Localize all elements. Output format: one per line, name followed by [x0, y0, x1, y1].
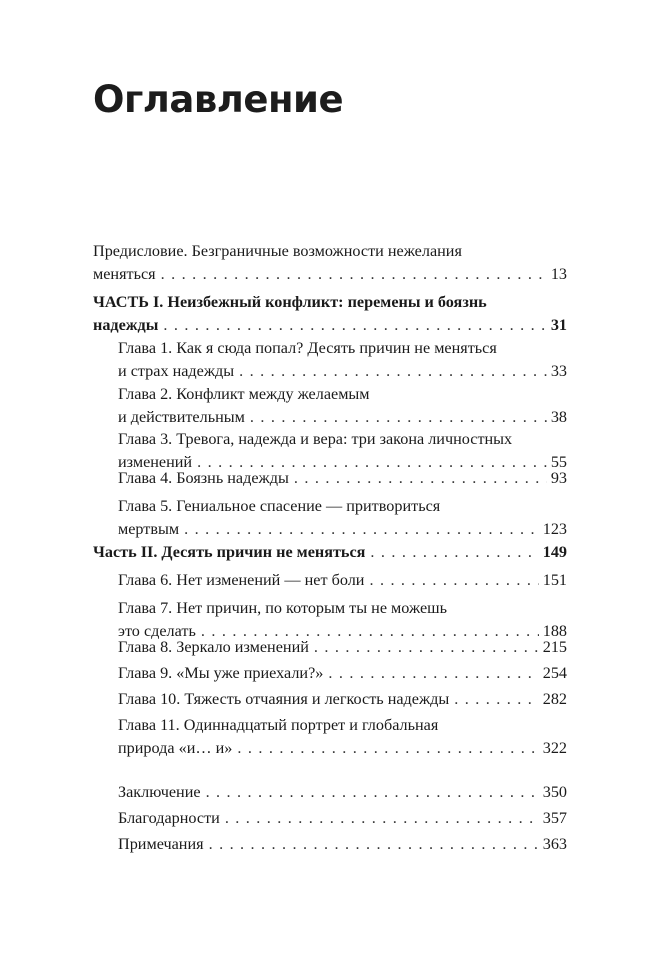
page-number: 282	[542, 690, 567, 708]
toc-entry-row	[118, 833, 567, 856]
toc-entry-title-line: Глава 1. Как я сюда попал? Десять причин не меняться	[118, 339, 497, 357]
page-number: 31	[550, 316, 567, 334]
dot-leader	[314, 636, 539, 659]
page-number: 123	[542, 520, 567, 538]
toc-entry-row	[118, 569, 567, 592]
toc-entry-title-line: это сделать	[118, 622, 196, 640]
dot-leader	[206, 781, 539, 804]
toc-entry-row	[118, 406, 567, 429]
dot-leader	[225, 807, 539, 830]
page-number: 93	[550, 469, 567, 487]
toc-entry-row	[118, 636, 567, 659]
page-number: 350	[542, 783, 567, 801]
toc-entry-title-line: Примечания	[118, 835, 204, 853]
toc-entry-title-line: Глава 2. Конфликт между желаемым	[118, 385, 370, 403]
toc-entry-title-line: Глава 6. Нет изменений — нет боли	[118, 571, 365, 589]
toc-chapter-entry	[118, 495, 567, 541]
toc-chapter-entry	[118, 569, 567, 592]
dot-leader	[250, 406, 547, 429]
toc-entry-title-line: надежды	[93, 316, 159, 334]
toc-entry	[93, 240, 567, 286]
page-number: 188	[542, 622, 567, 640]
page-number: 322	[542, 739, 567, 757]
toc-part-entry	[93, 291, 567, 337]
dot-leader	[454, 688, 538, 711]
page-number: 151	[542, 571, 567, 589]
toc-entry-title-line: Глава 11. Одиннадцатый портрет и глобальная	[118, 716, 439, 734]
dot-leader	[237, 737, 538, 760]
toc-part-entry	[93, 541, 567, 564]
toc-entry-row	[93, 263, 567, 286]
toc-entry-title-line: Заключение	[118, 783, 201, 801]
toc-entry-title-line: Глава 3. Тревога, надежда и вера: три закона личностных	[118, 430, 513, 448]
page-number: 149	[542, 543, 567, 561]
dot-leader	[184, 518, 539, 541]
toc-entry-title-line: Глава 8. Зеркало изменений	[118, 638, 309, 656]
toc-entry-row	[118, 781, 567, 804]
dot-leader	[370, 541, 538, 564]
toc-entry-title-line: Глава 9. «Мы уже приехали?»	[118, 664, 324, 682]
toc-entry-row	[118, 662, 567, 685]
toc-entry-title-line: Благодарности	[118, 809, 220, 827]
page-number: 33	[550, 362, 567, 380]
dot-leader	[294, 467, 547, 490]
toc-entry-title-line: ЧАСТЬ I. Неизбежный конфликт: перемены и боязнь	[93, 293, 487, 311]
toc-chapter-entry	[118, 467, 567, 490]
page-number: 38	[550, 408, 567, 426]
toc-entry-title-line: изменений	[118, 453, 193, 471]
toc-entry-title-line: и страх надежды	[118, 362, 235, 380]
toc-chapter-entry	[118, 714, 567, 760]
dot-leader	[369, 569, 538, 592]
page-number: 357	[542, 809, 567, 827]
dot-leader	[161, 263, 547, 286]
page-number: 363	[542, 835, 567, 853]
toc-chapter-entry	[118, 337, 567, 383]
toc-entry-row	[118, 737, 567, 760]
dot-leader	[239, 360, 547, 383]
toc-chapter-entry	[118, 688, 567, 711]
toc-entry-title-line: Глава 4. Боязнь надежды	[118, 469, 289, 487]
toc-entry-row	[93, 541, 567, 564]
toc-entry-row	[118, 467, 567, 490]
dot-leader	[163, 314, 546, 337]
page-number: 215	[542, 638, 567, 656]
toc-chapter-entry	[118, 662, 567, 685]
toc-entry-title-line: меняться	[93, 265, 156, 283]
toc-entry	[118, 833, 567, 856]
toc-entry	[118, 781, 567, 804]
toc-entry-title-line: природа «и… и»	[118, 739, 233, 757]
dot-leader	[209, 833, 539, 856]
page-number: 55	[550, 453, 567, 471]
toc-chapter-entry	[118, 636, 567, 659]
page-number: 254	[542, 664, 567, 682]
toc-entry-row	[93, 314, 567, 337]
toc-entry	[118, 807, 567, 830]
toc-entry-row	[118, 807, 567, 830]
toc-entry-title-line: Глава 7. Нет причин, по которым ты не можешь	[118, 599, 447, 617]
toc-chapter-entry	[118, 383, 567, 429]
page-title: Оглавление	[93, 78, 344, 121]
page-number: 13	[550, 265, 567, 283]
toc-entry-row	[118, 518, 567, 541]
toc-entry-title-line: мертвым	[118, 520, 180, 538]
toc-entry-title-line: Предисловие. Безграничные возможности нежелания	[93, 242, 462, 260]
toc-entry-title-line: Глава 5. Гениальное спасение — притвориться	[118, 497, 441, 515]
toc-entry-title-line: и действительным	[118, 408, 245, 426]
toc-entry-title-line: Глава 10. Тяжесть отчаяния и легкость надежды	[118, 690, 450, 708]
toc-entry-row	[118, 688, 567, 711]
toc-entry-row	[118, 360, 567, 383]
dot-leader	[328, 662, 538, 685]
toc-entry-title-line: Часть II. Десять причин не меняться	[93, 543, 366, 561]
